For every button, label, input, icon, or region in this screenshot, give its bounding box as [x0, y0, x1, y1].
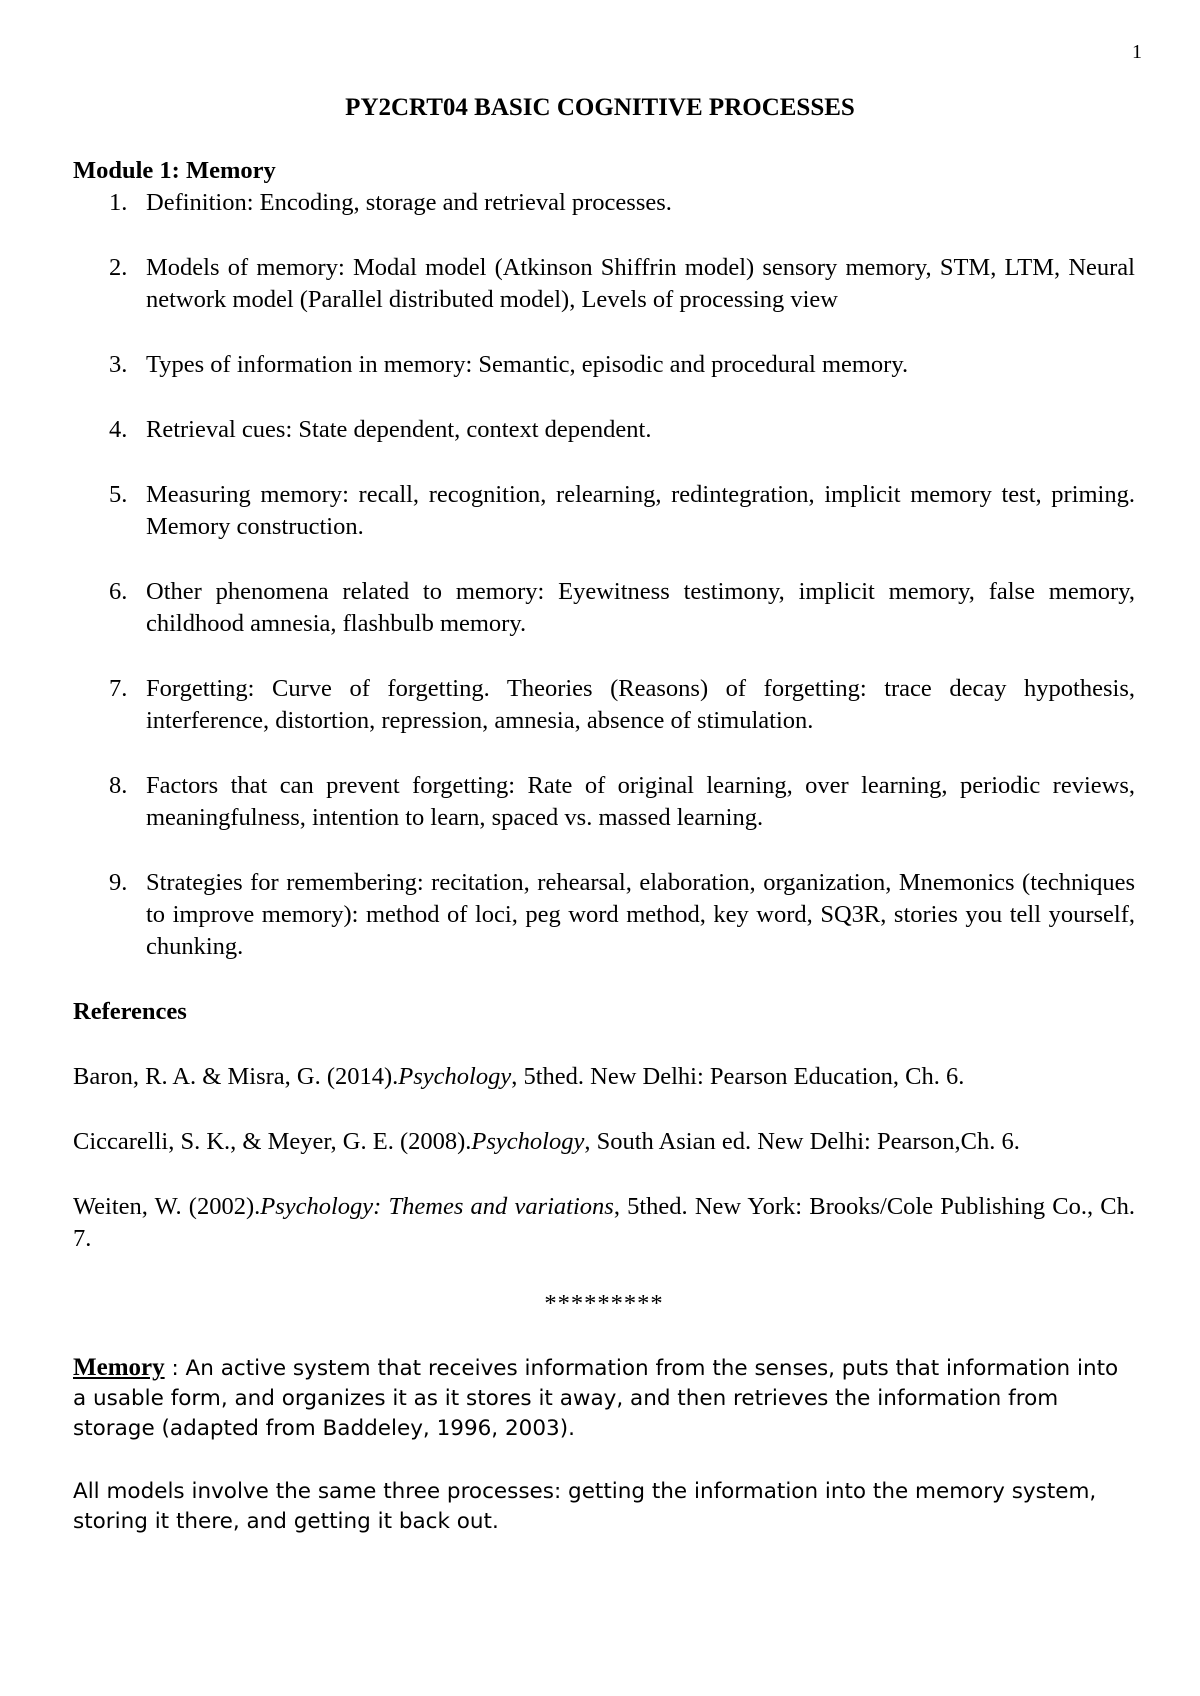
topic-item: [73, 187, 1135, 219]
section-divider: *********: [544, 1290, 664, 1317]
memory-definition: [73, 1353, 1135, 1444]
topic-item: [73, 867, 1135, 963]
module-heading: Module 1: Memory: [73, 157, 276, 184]
page-number: 1: [1132, 41, 1142, 63]
memory-definition-text: : An active system that receives information from the senses, puts that information into a usable form, and organizes it as it stores it away, and then retrieves the information from storage (adapted from Baddeley, 1996, 2003).: [73, 1356, 1119, 1441]
document-body: [73, 155, 1135, 1570]
reference-publisher: , 5thed. New Delhi: Pearson Education, Ch. 6.: [511, 1063, 965, 1090]
topic-number: 2.: [109, 254, 128, 281]
topic-item: [73, 414, 1135, 446]
processes-paragraph: All models involve the same three processes: getting the information into the memory system, storing it there, and getting it back out.: [73, 1479, 1097, 1534]
reference-publisher: , 5thed. New York: Brooks/Cole Publishing Co., Ch. 7.: [73, 1193, 1135, 1252]
topic-text: Measuring memory: recall, recognition, relearning, redintegration, implicit memory test, priming. Memory construction.: [146, 481, 1135, 540]
topic-number: 9.: [109, 869, 128, 896]
memory-term: Memory: [73, 1354, 165, 1381]
topic-item: [73, 673, 1135, 737]
topic-text: Types of information in memory: Semantic, episodic and procedural memory.: [146, 351, 909, 378]
topic-number: 6.: [109, 578, 128, 605]
topic-number: 7.: [109, 675, 128, 702]
topic-number: 3.: [109, 351, 128, 378]
topic-text: Models of memory: Modal model (Atkinson Shiffrin model) sensory memory, STM, LTM, Neural network model (Parallel distributed model), Levels of processing view: [146, 254, 1135, 313]
topic-text: Forgetting: Curve of forgetting. Theories (Reasons) of forgetting: trace decay hypothesis, interference, distortion, repression, amnesia, absence of stimulation.: [146, 675, 1135, 734]
reference-book-title: Psychology: Themes and variations: [260, 1193, 614, 1220]
topic-text: Strategies for remembering: recitation, rehearsal, elaboration, organization, Mnemonics (techniques to improve memory): method of loci, peg word method, key word, SQ3R, stories you tell yourself, chunking.: [146, 869, 1135, 960]
reference-author-year: Baron, R. A. & Misra, G. (2014).: [73, 1063, 399, 1090]
topic-item: [73, 479, 1135, 543]
topic-item: [73, 349, 1135, 381]
topic-list: [73, 187, 1135, 963]
topic-text: Factors that can prevent forgetting: Rate of original learning, over learning, periodic reviews, meaningfulness, intention to learn, spaced vs. massed learning.: [146, 772, 1135, 831]
document-title: PY2CRT04 BASIC COGNITIVE PROCESSES: [345, 94, 855, 121]
reference-book-title: Psychology: [398, 1063, 512, 1090]
topic-number: 1.: [109, 189, 128, 216]
reference-entry: [73, 1126, 1135, 1158]
topic-number: 4.: [109, 416, 128, 443]
reference-book-title: Psychology: [471, 1128, 585, 1155]
topic-item: [73, 770, 1135, 834]
topic-number: 8.: [109, 772, 128, 799]
reference-publisher: , South Asian ed. New Delhi: Pearson,Ch. 6.: [584, 1128, 1020, 1155]
topic-text: Definition: Encoding, storage and retrieval processes.: [146, 189, 672, 216]
topic-text: Other phenomena related to memory: Eyewitness testimony, implicit memory, false memory, childhood amnesia, flashbulb memory.: [146, 578, 1135, 637]
reference-author-year: Ciccarelli, S. K., & Meyer, G. E. (2008).: [73, 1128, 472, 1155]
topic-item: [73, 252, 1135, 316]
references-heading: References: [73, 998, 187, 1025]
topic-number: 5.: [109, 481, 128, 508]
reference-entry: [73, 1061, 1135, 1093]
topic-item: [73, 576, 1135, 640]
topic-text: Retrieval cues: State dependent, context dependent.: [146, 416, 652, 443]
reference-author-year: Weiten, W. (2002).: [73, 1193, 261, 1220]
reference-entry: [73, 1191, 1135, 1255]
